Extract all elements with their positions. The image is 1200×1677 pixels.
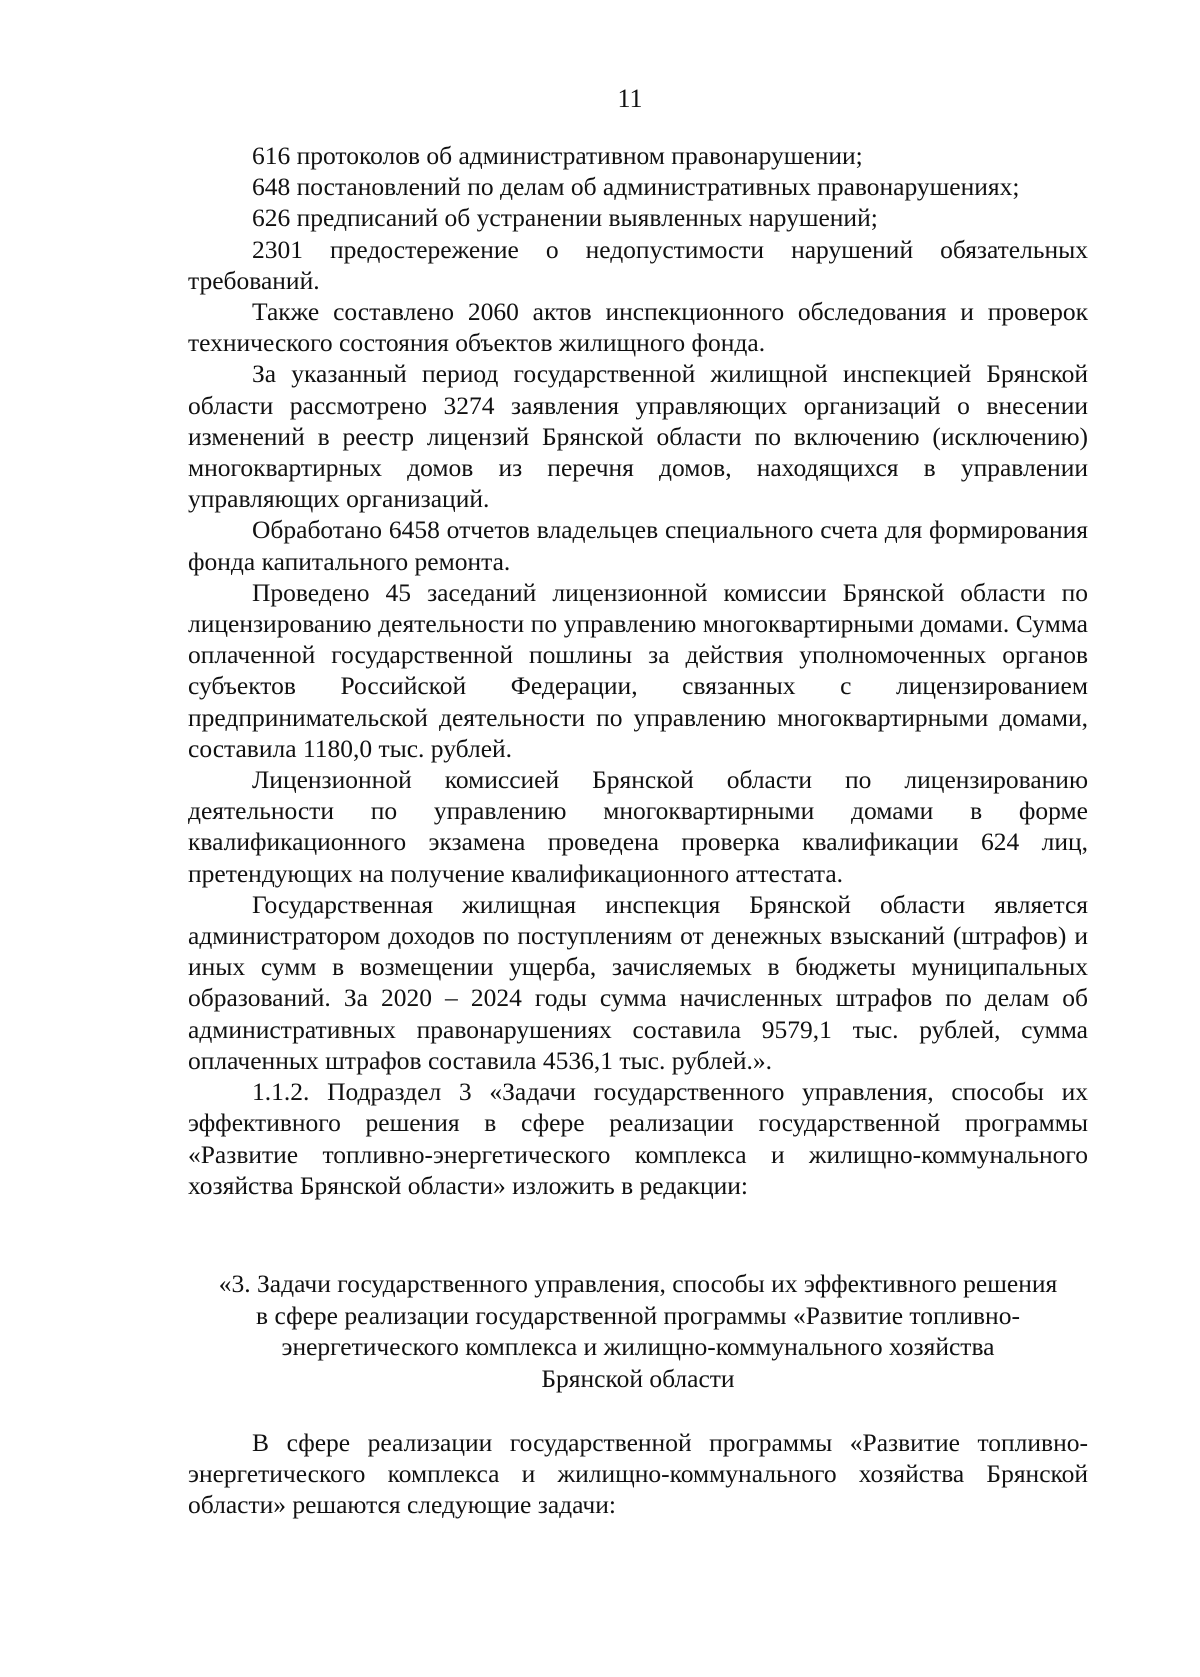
paragraph: Лицензионной комиссией Брянской области по лицензированию деятельности по управлению многоквартирными домами в форме квалификационного экзамена проведена проверка квалификации 624 лиц, претендующих на получение квалификационного аттестата.	[188, 765, 1088, 888]
section-heading	[188, 1268, 1088, 1394]
paragraph: 626 предписаний об устранении выявленных нарушений;	[252, 203, 878, 233]
paragraph: 2301 предостережение о недопустимости нарушений обязательных требований.	[188, 234, 1088, 295]
heading-line: в сфере реализации государственной программы «Развитие топливно-	[256, 1300, 1020, 1330]
paragraph: Также составлено 2060 актов инспекционного обследования и проверок технического состояния объектов жилищного фонда.	[188, 297, 1088, 358]
closing-text	[188, 1427, 1088, 1521]
page-number: 11	[617, 84, 643, 113]
paragraph: 1.1.2. Подраздел 3 «Задачи государственного управления, способы их эффективного решения в сфере реализации государственной программы «Развитие топливно-энергетического комплекса и жилищно-коммунального хозяйства Брянской области» изложить в редакции:	[188, 1077, 1088, 1200]
paragraph: 616 протоколов об административном правонарушении;	[252, 141, 863, 170]
heading-line: «3. Задачи государственного управления, способы их эффективного решения	[218, 1269, 1058, 1298]
paragraph: Проведено 45 заседаний лицензионной комиссии Брянской области по лицензированию деятельности по управлению многоквартирными домами. Сумма оплаченной государственной пошлины за действия уполномоченных органов субъектов Российской Федерации, связанных с лицензированием предпринимательской деятельности по управлению многоквартирными домами, составила 1180,0 тыс. рублей.	[188, 577, 1088, 763]
paragraph: 648 постановлений по делам об административных правонарушениях;	[252, 172, 1020, 202]
paragraph: За указанный период государственной жилищной инспекцией Брянской области рассмотрено 3274 заявления управляющих организаций о внесении изменений в реестр лицензий Брянской области по включению (исключению) многоквартирных домов из перечня домов, находящихся в управлении управляющих организаций.	[188, 359, 1088, 514]
body-text	[188, 140, 1088, 1201]
heading-line: энергетического комплекса и жилищно-коммунального хозяйства	[281, 1332, 995, 1361]
paragraph: Обработано 6458 отчетов владельцев специального счета для формирования фонда капитального ремонта.	[188, 515, 1088, 576]
paragraph: Государственная жилищная инспекция Брянской области является администратором доходов по поступлениям от денежных взысканий (штрафов) и иных сумм в возмещении ущерба, зачисляемых в бюджеты муниципальных образований. За 2020 – 2024 годы сумма начисленных штрафов по делам об административных правонарушениях составила 9579,1 тыс. рублей, сумма оплаченных штрафов составила 4536,1 тыс. рублей.».	[188, 889, 1088, 1075]
paragraph: В сфере реализации государственной программы «Развитие топливно-энергетического комплекса и жилищно-коммунального хозяйства Брянской области» решаются следующие задачи:	[188, 1428, 1088, 1520]
heading-line: Брянской области	[541, 1363, 735, 1393]
